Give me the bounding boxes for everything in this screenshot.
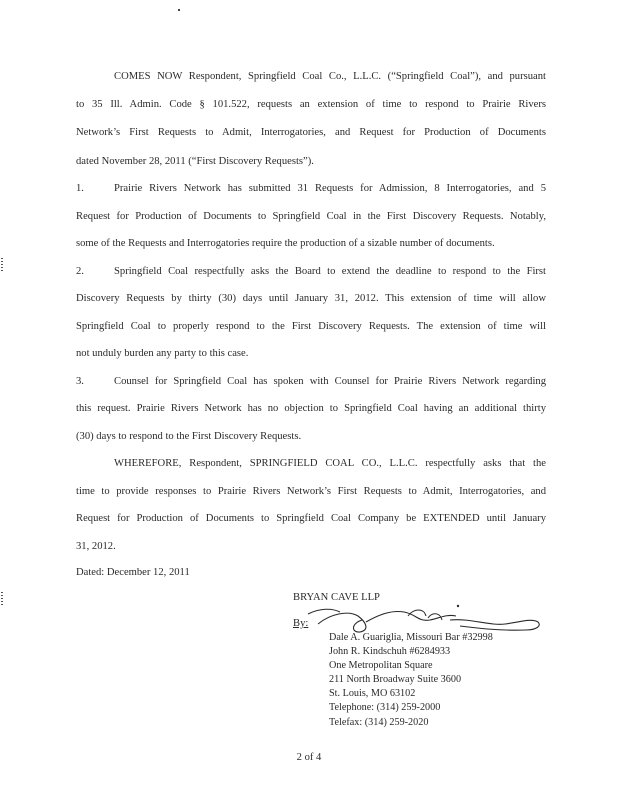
item-1-number: 1. xyxy=(76,183,84,194)
item-3-line-3: (30) days to respond to the First Discovery Requests. xyxy=(76,431,302,442)
item-2-number: 2. xyxy=(76,266,84,277)
telefax-line: Telefax: (314) 259-2020 xyxy=(329,716,429,728)
item-3-line-2: this request. Prairie Rivers Network has no objection to Springfield Coal having an additional thirty xyxy=(76,403,546,414)
intro-line-3: Network’s First Requests to Admit, Interrogatories, and Request for Production of Documents xyxy=(76,127,546,138)
item-1-line-2: Request for Production of Documents to Springfield Coal in the First Discovery Requests. Notably, xyxy=(76,211,546,222)
intro-line-2: to 35 Ill. Admin. Code § 101.522, requests an extension of time to respond to Prairie Rivers xyxy=(76,99,546,110)
left-margin-marks-top xyxy=(1,258,3,273)
second-attorney-line: John R. Kindschuh #6284933 xyxy=(329,646,451,658)
scan-speck xyxy=(178,9,180,11)
by-label: By: xyxy=(293,618,309,629)
item-2-line-2: Discovery Requests by thirty (30) days until January 31, 2012. This extension of time will allow xyxy=(76,293,546,304)
left-margin-marks-bottom xyxy=(1,592,3,607)
address-line-2: 211 North Broadway Suite 3600 xyxy=(329,674,462,686)
wherefore-line-3: Request for Production of Documents to Springfield Coal Company be EXTENDED until January xyxy=(76,513,546,524)
signature-block xyxy=(329,631,493,730)
item-1-first-line: Prairie Rivers Network has submitted 31 Requests for Admission, 8 Interrogatories, and 5 xyxy=(114,183,546,194)
item-2-line-4: not unduly burden any party to this case. xyxy=(76,348,249,359)
item-2-first-line: Springfield Coal respectfully asks the Board to extend the deadline to respond to the First xyxy=(114,266,546,277)
page-number: 2 of 4 xyxy=(296,752,322,763)
signer-name-line: Dale A. Guariglia, Missouri Bar #32998 xyxy=(329,632,493,643)
dated-line: Dated: December 12, 2011 xyxy=(76,567,190,578)
wherefore-line-1: WHEREFORE, Respondent, SPRINGFIELD COAL CO., L.L.C. respectfully asks that the xyxy=(114,458,546,469)
item-2-line-3: Springfield Coal to properly respond to the First Discovery Requests. The extension of time will xyxy=(76,321,546,332)
item-1-line-3: some of the Requests and Interrogatories require the production of a sizable number of documents. xyxy=(76,238,495,249)
item-3-number: 3. xyxy=(76,376,84,387)
firm-name: BRYAN CAVE LLP xyxy=(293,592,380,603)
wherefore-line-2: time to provide responses to Prairie Rivers Network’s First Requests to Admit, Interrogatories, and xyxy=(76,486,546,497)
telephone-line: Telephone: (314) 259-2000 xyxy=(329,702,441,714)
item-3-first-line: Counsel for Springfield Coal has spoken with Counsel for Prairie Rivers Network regarding xyxy=(114,376,546,387)
intro-line-4: dated November 28, 2011 (“First Discovery Requests”). xyxy=(76,156,314,167)
wherefore-line-4: 31, 2012. xyxy=(76,541,116,552)
address-line-3: St. Louis, MO 63102 xyxy=(329,688,416,700)
address-line-1: One Metropolitan Square xyxy=(329,660,433,672)
intro-line-1: COMES NOW Respondent, Springfield Coal Co., L.L.C. (“Springfield Coal”), and pursuant xyxy=(114,71,546,82)
